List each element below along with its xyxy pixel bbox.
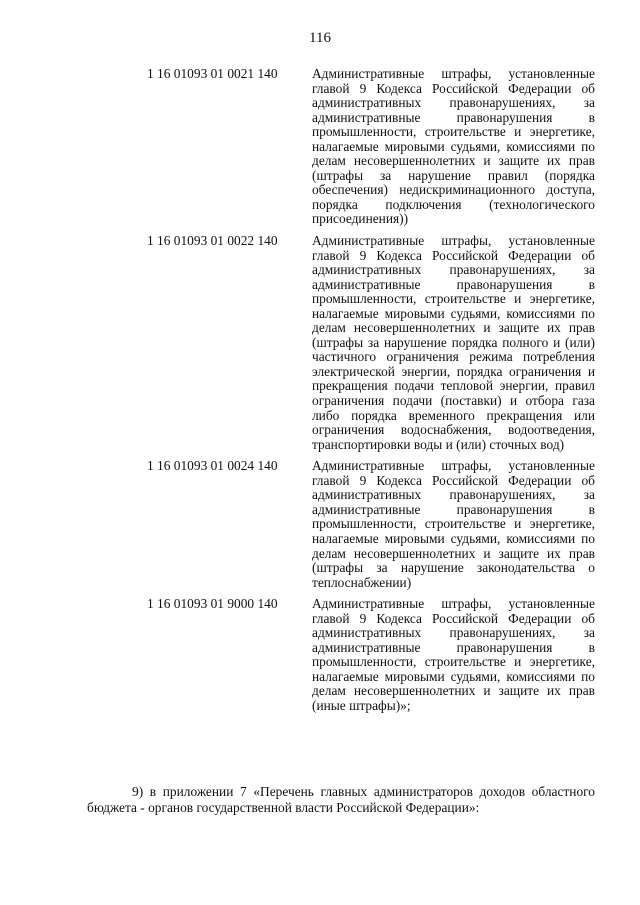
table-row <box>0 597 640 713</box>
budget-code: 1 16 01093 01 0022 140 <box>147 233 278 249</box>
code-description: Административные штрафы, установленные главой 9 Кодекса Российской Федерации об административных правонарушениях, за административные правонарушения в промышленности, строительстве и энергетике, налагаемые мировыми судьями, комиссиями по делам несовершеннолетних и защите их прав (штрафы за нарушение законодательства о теплоснабжении) <box>312 458 595 590</box>
table-row <box>0 67 640 227</box>
table-row <box>0 459 640 590</box>
budget-code: 1 16 01093 01 9000 140 <box>147 596 278 612</box>
page-number: 116 <box>309 30 331 46</box>
closing-paragraph: 9) в приложении 7 «Перечень главных администраторов доходов областного бюджета - органов государственной власти Российской Федерации»: <box>87 784 595 815</box>
budget-code: 1 16 01093 01 0024 140 <box>147 458 278 474</box>
code-description: Административные штрафы, установленные главой 9 Кодекса Российской Федерации об административных правонарушениях, за административные правонарушения в промышленности, строительстве и энергетике, налагаемые мировыми судьями, комиссиями по делам несовершеннолетних и защите их прав (штрафы за нарушение порядка полного и (или) частичного ограничения режима потребления электрической энергии, порядка ограничения и прекращения подачи тепловой энергии, правил ограничения подачи (поставки) и отбора газа либо порядка временного прекращения или ограничения водоснабжения, водоотведения, транспортировки воды и (или) сточных вод) <box>312 233 595 452</box>
table-row <box>0 234 640 452</box>
code-description: Административные штрафы, установленные главой 9 Кодекса Российской Федерации об административных правонарушениях, за административные правонарушения в промышленности, строительстве и энергетике, налагаемые мировыми судьями, комиссиями по делам несовершеннолетних и защите их прав (штрафы за нарушение правил (порядка обеспечения) недискриминационного доступа, порядка подключения (технологического присоединения)) <box>312 66 595 227</box>
code-description: Административные штрафы, установленные главой 9 Кодекса Российской Федерации об административных правонарушениях, за административные правонарушения в промышленности, строительстве и энергетике, налагаемые мировыми судьями, комиссиями по делам несовершеннолетних и защите их прав (иные штрафы)»; <box>312 596 595 713</box>
budget-code: 1 16 01093 01 0021 140 <box>147 66 278 81</box>
fines-codes-table <box>0 67 640 721</box>
